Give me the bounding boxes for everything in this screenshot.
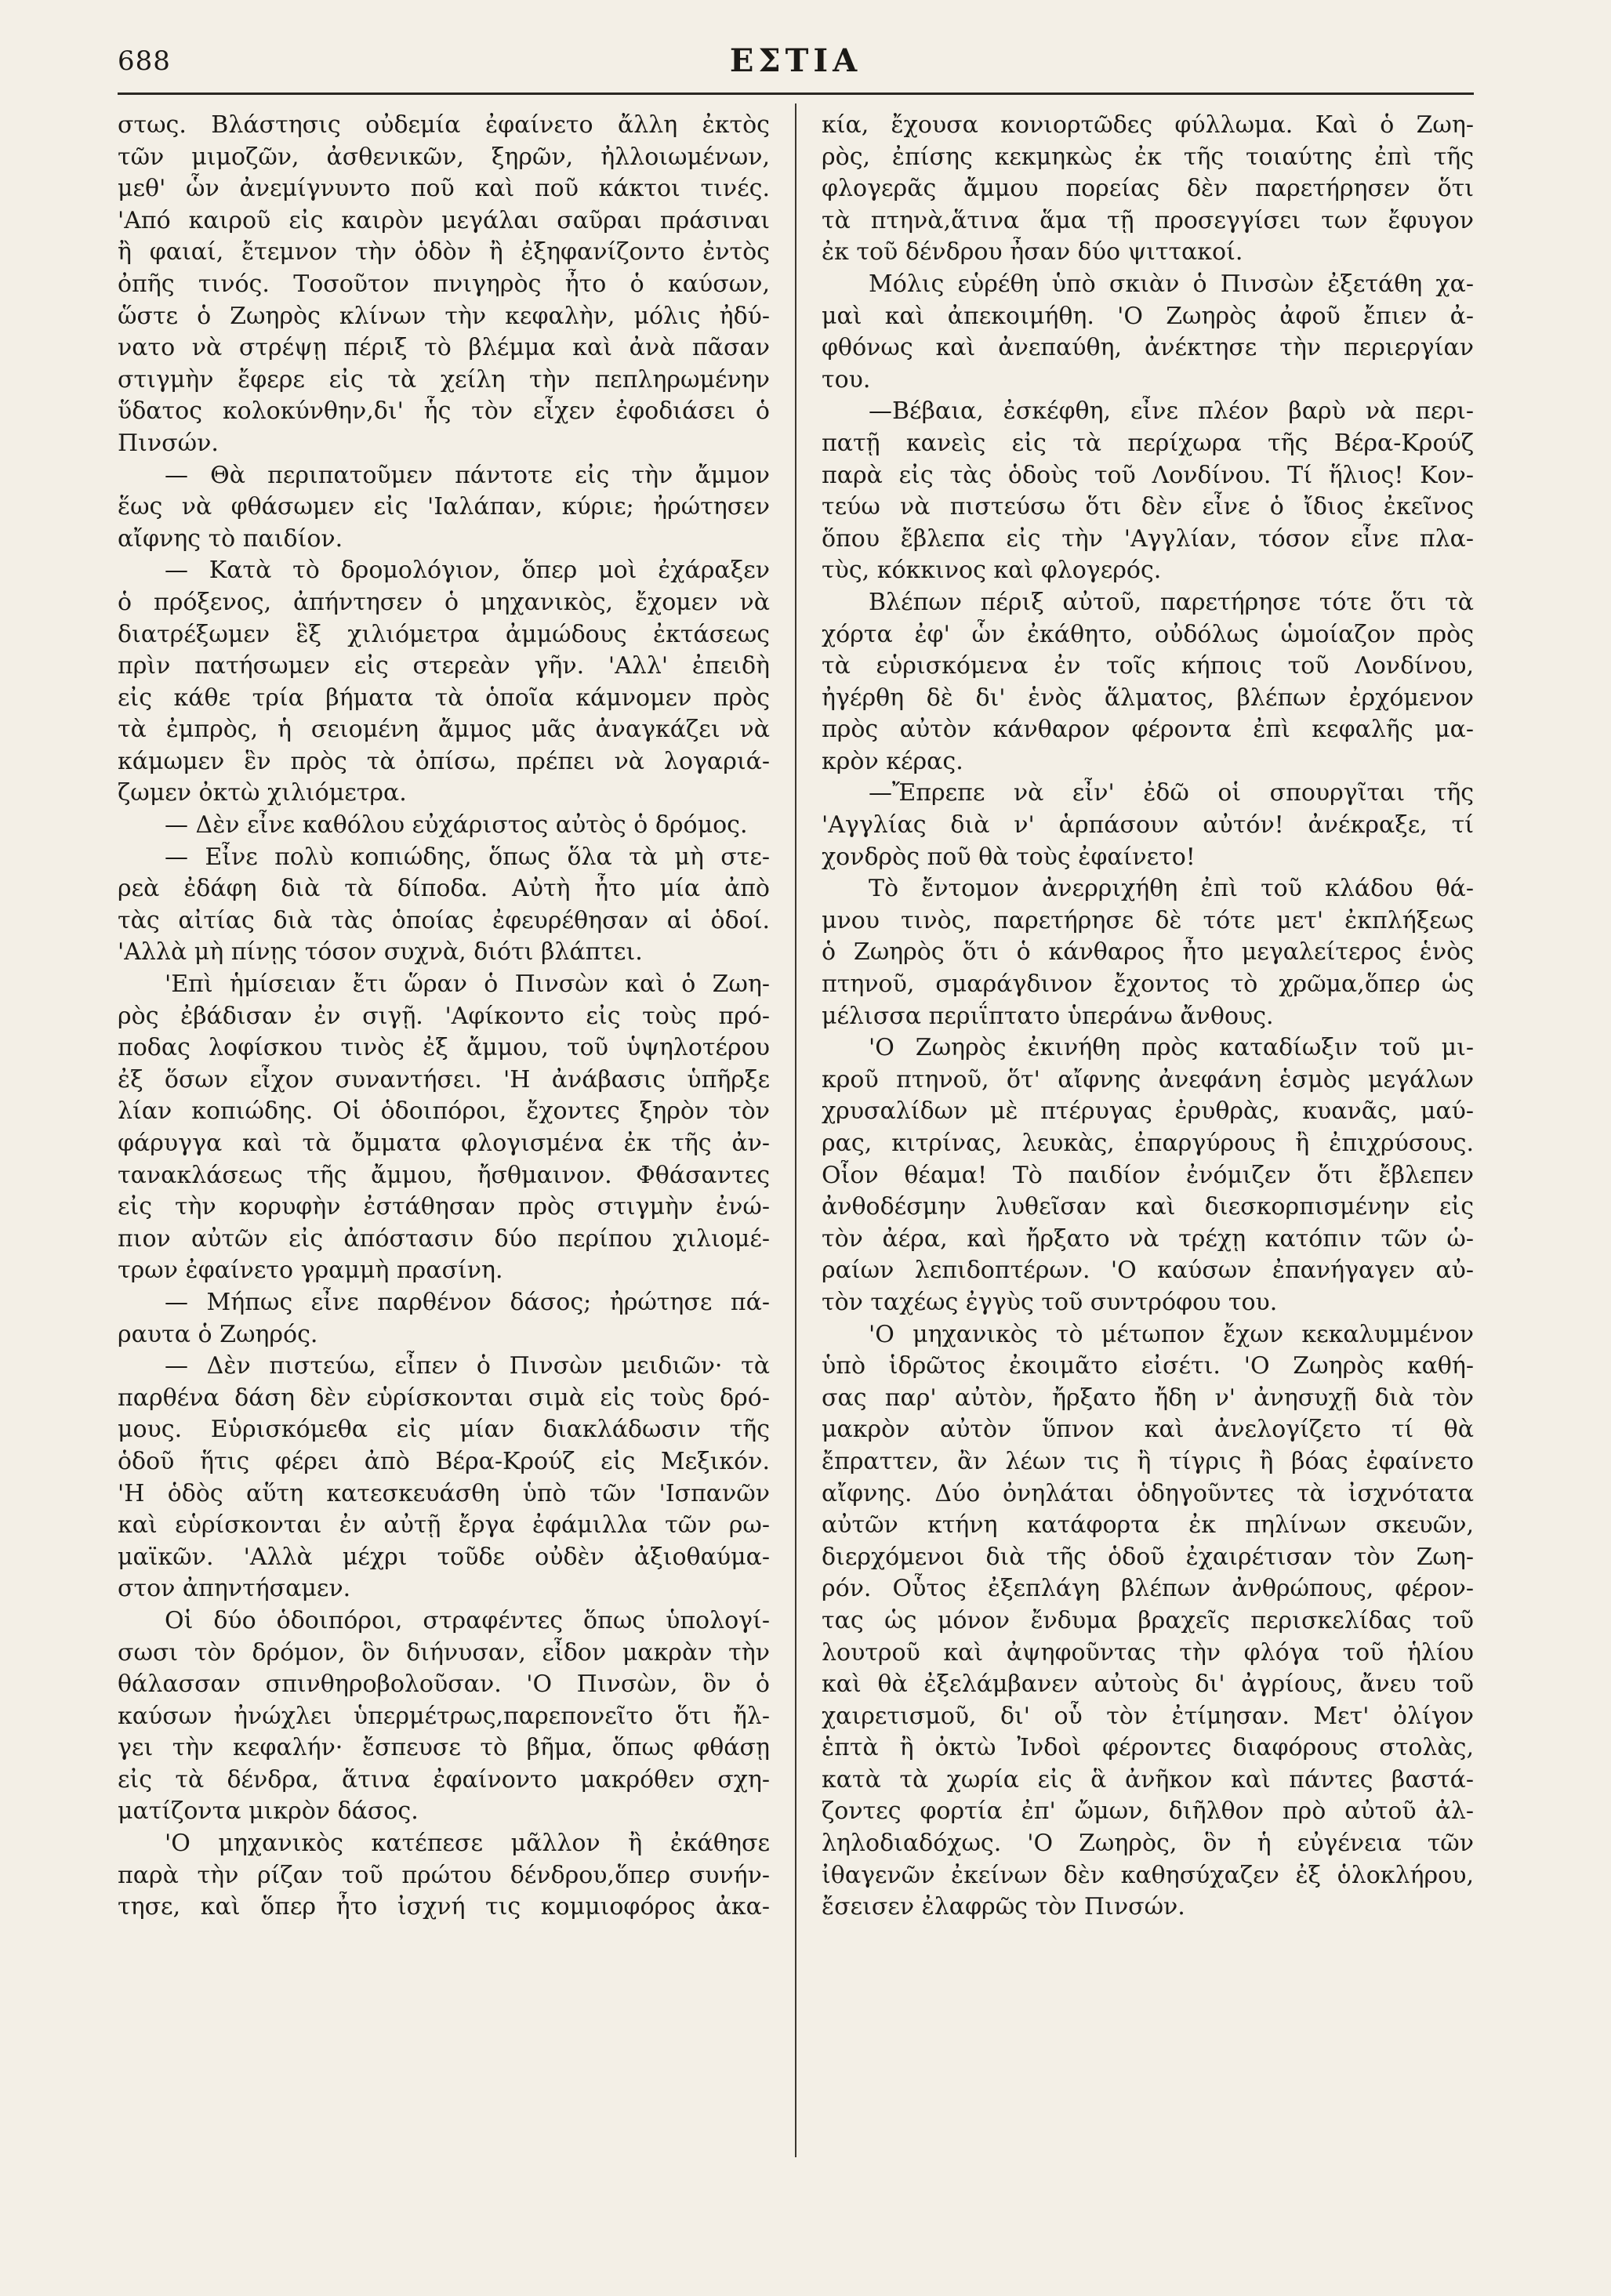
text-line: σας παρ' αὐτὸν, ἤρξατο ἤδη ν' ἀνησυχῇ διὰ τὸν bbox=[822, 1384, 1474, 1412]
text-line: ληλοδιαδόχως. 'Ο Ζωηρὸς, ὃν ἡ εὐγένεια τῶν bbox=[822, 1830, 1474, 1858]
text-line: χονδρὸς ποῦ θὰ τοὺς ἐφαίνετο! bbox=[822, 843, 1196, 871]
text-line: —Ἔπρεπε νὰ εἶν' ἐδῶ οἱ σπουργῖται τῆς bbox=[869, 779, 1474, 807]
text-line: ζωμεν ὀκτὼ χιλιόμετρα. bbox=[118, 779, 407, 807]
text-line: χαιρετισμοῦ, δι' οὗ τὸν ἐτίμησαν. Μετ' ὀλίγον bbox=[822, 1702, 1474, 1730]
text-line: τρων ἐφαίνετο γραμμὴ πρασίνη. bbox=[118, 1257, 503, 1285]
text-line: τὸν ταχέως ἐγγὺς τοῦ συντρόφου του. bbox=[822, 1288, 1278, 1316]
text-line: ὅπου ἔβλεπα εἰς τὴν 'Αγγλίαν, τόσον εἶνε πλα- bbox=[822, 524, 1474, 553]
text-line: μαὶ καὶ ἀπεκοιμήθη. 'Ο Ζωηρὸς ἀφοῦ ἔπιεν ἀ- bbox=[822, 302, 1474, 330]
text-line: κάμωμεν ἓν πρὸς τὰ ὀπίσω, πρέπει νὰ λογαριά- bbox=[118, 747, 770, 775]
running-title: ΕΣΤΙΑ bbox=[729, 42, 862, 79]
text-line: μέλισσα περιΐπτατο ὑπεράνω ἄνθους. bbox=[822, 1002, 1274, 1030]
text-line: ἠγέρθη δὲ δι' ἑνὸς ἅλματος, βλέπων ἐρχόμενον bbox=[822, 684, 1474, 712]
text-line: ρας, κιτρίνας, λευκὰς, ἐπαργύρους ἢ ἐπιχρύσους. bbox=[822, 1130, 1474, 1157]
text-line: 'Από καιροῦ εἰς καιρὸν μεγάλαι σαῦραι πράσιναι bbox=[118, 206, 770, 234]
text-line: — Δὲν εἶνε καθόλου εὐχάριστος αὐτὸς ὁ δρόμος. bbox=[165, 811, 748, 840]
text-line: ρεὰ ἐδάφη διὰ τὰ δίποδα. Αὐτὴ ἦτο μία ἀπὸ bbox=[118, 875, 770, 903]
text-line: νατο νὰ στρέψῃ πέριξ τὸ βλέμμα καὶ ἀνὰ πᾶσαν bbox=[118, 334, 770, 362]
text-line: κροῦ πτηνοῦ, ὅτ' αἴφνης ἀνεφάνη ἑσμὸς μεγάλων bbox=[822, 1065, 1474, 1094]
text-line: τὰς αἰτίας διὰ τὰς ὁποίας ἐφευρέθησαν αἱ ὁδοί. bbox=[118, 906, 770, 934]
text-line: 'Η ὁδὸς αὕτη κατεσκευάσθη ὑπὸ τῶν 'Ισπανῶν bbox=[118, 1479, 770, 1507]
text-line: λουτροῦ καὶ ἀψηφοῦντας τὴν φλόγα τοῦ ἡλίου bbox=[822, 1638, 1474, 1667]
text-line: μους. Εὑρισκόμεθα εἰς μίαν διακλάδωσιν τῆς bbox=[118, 1416, 770, 1444]
text-line: ὁ Ζωηρὸς ὅτι ὁ κάνθαρος ἦτο μεγαλείτερος ἑνὸς bbox=[822, 938, 1474, 967]
text-line: τεύω νὰ πιστεύσω ὅτι δὲν εἶνε ὁ ἴδιος ἐκεῖνος bbox=[822, 493, 1474, 521]
text-line: κρὸν κέρας. bbox=[822, 747, 963, 775]
text-line: 'Αλλὰ μὴ πίνῃς τόσον συχνὰ, διότι βλάπτει. bbox=[118, 938, 643, 967]
header-rule bbox=[118, 92, 1474, 95]
text-line: μνου τινὸς, παρετήρησε δὲ τότε μετ' ἐκπλήξεως bbox=[822, 906, 1474, 934]
column-divider bbox=[795, 103, 796, 2157]
text-line: τὰ ἐμπρὸς, ἡ σειομένη ἄμμος μᾶς ἀναγκάζει νὰ bbox=[118, 716, 770, 744]
text-line: Οἷον θέαμα! Τὸ παιδίον ἐνόμιζεν ὅτι ἔβλεπεν bbox=[822, 1161, 1474, 1189]
text-line: στως. Βλάστησις οὐδεμία ἐφαίνετο ἄλλη ἐκτὸς bbox=[118, 111, 770, 139]
text-line: αὐτῶν κτήνη κατάφορτα ἐκ πηλίνων σκευῶν, bbox=[822, 1511, 1474, 1540]
text-line: — Μήπως εἶνε παρθένον δάσος; ἠρώτησε πά- bbox=[165, 1288, 770, 1316]
text-line: μαϊκῶν. 'Αλλὰ μέχρι τοῦδε οὐδὲν ἀξιοθαύμα- bbox=[118, 1543, 770, 1571]
text-line: θάλασσαν σπινθηροβολοῦσαν. 'Ο Πινσὼν, ὃν ὁ bbox=[118, 1670, 770, 1699]
text-line: κία, ἔχουσα κονιορτῶδες φύλλωμα. Καὶ ὁ Ζωη- bbox=[822, 111, 1474, 139]
text-line: — Κατὰ τὸ δρομολόγιον, ὅπερ μοὶ ἐχάραξεν bbox=[165, 557, 770, 585]
text-line: γει τὴν κεφαλήν· ἔσπευσε τὸ βῆμα, ὅπως φθάσῃ bbox=[118, 1734, 770, 1762]
text-line: ρόν. Οὗτος ἐξεπλάγη βλέπων ἀνθρώπους, φέρον- bbox=[822, 1575, 1474, 1603]
text-line: πιον αὐτῶν εἰς ἀπόστασιν δύο περίπου χιλιομέ- bbox=[118, 1224, 770, 1253]
text-line: ἔσεισεν ἐλαφρῶς τὸν Πινσών. bbox=[822, 1893, 1185, 1921]
text-line: ραυτα ὁ Ζωηρός. bbox=[118, 1320, 318, 1348]
text-line: ζοντες φορτία ἐπ' ὤμων, διῆλθον πρὸ αὐτοῦ ἀλ- bbox=[822, 1797, 1474, 1826]
text-line: 'Αγγλίας διὰ ν' ἁρπάσουν αὐτόν! ἀνέκραξε, τί bbox=[822, 811, 1474, 840]
text-line: διερχόμενοι διὰ τῆς ὁδοῦ ἐχαιρέτισαν τὸν Ζωη- bbox=[822, 1543, 1474, 1571]
text-line: εἰς κάθε τρία βήματα τὰ ὁποῖα κάμνομεν πρὸς bbox=[118, 684, 770, 712]
text-line: φλογερᾶς ἄμμου πορείας δὲν παρετήρησεν ὅτι bbox=[822, 175, 1474, 203]
text-line: μεθ' ὧν ἀνεμίγνυντο ποῦ καὶ ποῦ κάκτοι τινές. bbox=[118, 175, 770, 203]
text-line: ἰθαγενῶν ἐκείνων δὲν καθησύχαζεν ἐξ ὁλοκλήρου, bbox=[822, 1861, 1474, 1889]
text-line: Τὸ ἔντομον ἀνερριχήθη ἐπὶ τοῦ κλάδου θά- bbox=[869, 875, 1474, 903]
text-line: — Δὲν πιστεύω, εἶπεν ὁ Πινσὼν μειδιῶν· τὰ bbox=[165, 1352, 770, 1380]
text-line: ὁδοῦ ἥτις φέρει ἀπὸ Βέρα-Κρούζ εἰς Μεξικόν. bbox=[118, 1447, 770, 1475]
text-line: καὶ εὑρίσκονται ἐν αὐτῇ ἔργα ἐφάμιλλα τῶν ρω- bbox=[118, 1511, 770, 1540]
text-line: ὥστε ὁ Ζωηρὸς κλίνων τὴν κεφαλὴν, μόλις ἠδύ- bbox=[118, 302, 770, 330]
text-line: τὺς, κόκκινος καὶ φλογερός. bbox=[822, 557, 1162, 585]
text-line: αἴφνης τὸ παιδίον. bbox=[118, 524, 343, 553]
text-line: ἐκ τοῦ δένδρου ἦσαν δύο ψιττακοί. bbox=[822, 238, 1243, 267]
text-line: ὑπὸ ἱδρῶτος ἐκοιμᾶτο εἰσέτι. 'Ο Ζωηρὸς καθή- bbox=[822, 1352, 1474, 1380]
text-line: ὕδατος κολοκύνθην,δι' ἧς τὸν εἶχεν ἐφοδιάσει ὁ bbox=[118, 397, 770, 426]
text-line: ἔπραττεν, ἂν λέων τις ἢ τίγρις ἢ βόας ἐφαίνετο bbox=[822, 1447, 1474, 1475]
text-line: καὶ θὰ ἐξελάμβανεν αὐτοὺς δι' ἀγρίους, ἄνευ τοῦ bbox=[822, 1670, 1474, 1699]
text-line: ρὸς, ἐπίσης κεκμηκὼς ἐκ τῆς τοιαύτης ἐπὶ τῆς bbox=[822, 143, 1474, 171]
text-line: παρὰ τὴν ρίζαν τοῦ πρώτου δένδρου,ὅπερ συνήν- bbox=[118, 1861, 770, 1889]
text-column-right bbox=[822, 110, 1474, 1924]
text-line: φθόνως καὶ ἀνεπαύθη, ἀνέκτησε τὴν περιεργίαν bbox=[822, 334, 1474, 362]
text-line: Μόλις εὑρέθη ὑπὸ σκιὰν ὁ Πινσὼν ἐξετάθη χα- bbox=[869, 270, 1474, 298]
page-number: 688 bbox=[118, 45, 171, 77]
text-line: παρὰ εἰς τὰς ὁδοὺς τοῦ Λονδίνου. Τί ἥλιος! Κον- bbox=[822, 461, 1474, 489]
text-line: ἐξ ὅσων εἶχον συναντήσει. 'Η ἀνάβασις ὑπῆρξε bbox=[118, 1065, 770, 1094]
text-line: τας ὡς μόνον ἔνδυμα βραχεῖς περισκελίδας τοῦ bbox=[822, 1606, 1474, 1634]
text-line: 'Επὶ ἡμίσειαν ἔτι ὥραν ὁ Πινσὼν καὶ ὁ Ζωη- bbox=[165, 970, 770, 999]
text-line: του. bbox=[822, 365, 871, 394]
text-line: φάρυγγα καὶ τὰ ὄμματα φλογισμένα ἐκ τῆς ἀν- bbox=[118, 1130, 770, 1157]
page-header bbox=[118, 38, 1474, 92]
text-line: ὁ πρόξενος, ἀπήντησεν ὁ μηχανικὸς, ἔχομεν νὰ bbox=[118, 588, 770, 616]
text-line: 'Ο Ζωηρὸς ἐκινήθη πρὸς καταδίωξιν τοῦ μι- bbox=[869, 1034, 1474, 1062]
text-line: Βλέπων πέριξ αὐτοῦ, παρετήρησε τότε ὅτι τὰ bbox=[869, 588, 1474, 616]
text-line: λίαν κοπιώδης. Οἱ ὁδοιπόροι, ἔχοντες ξηρὸν τὸν bbox=[118, 1097, 770, 1126]
text-line: ὀπῆς τινός. Τοσοῦτον πνιγηρὸς ἦτο ὁ καύσων, bbox=[118, 270, 770, 298]
text-line: τῶν μιμοζῶν, ἀσθενικῶν, ξηρῶν, ἠλλοιωμένων, bbox=[118, 143, 770, 171]
text-line: στιγμὴν ἔφερε εἰς τὰ χείλη τὴν πεπληρωμένην bbox=[118, 365, 770, 394]
text-line: διατρέξωμεν ἓξ χιλιόμετρα ἀμμώδους ἐκτάσεως bbox=[118, 620, 770, 648]
text-line: παρθένα δάση δὲν εὑρίσκονται σιμὰ εἰς τοὺς δρό- bbox=[118, 1384, 770, 1412]
text-line: 'Ο μηχανικὸς κατέπεσε μᾶλλον ἢ ἐκάθησε bbox=[165, 1830, 770, 1858]
text-line: εἰς τὰ δένδρα, ἅτινα ἐφαίνοντο μακρόθεν σχη- bbox=[118, 1765, 770, 1794]
text-line: πατῇ κανεὶς εἰς τὰ περίχωρα τῆς Βέρα-Κρούζ bbox=[822, 429, 1474, 457]
text-line: χρυσαλίδων μὲ πτέρυγας ἐρυθρὰς, κυανᾶς, μαύ- bbox=[822, 1097, 1474, 1126]
text-line: ἕως νὰ φθάσωμεν εἰς 'Ιαλάπαν, κύριε; ἠρώτησεν bbox=[118, 493, 770, 521]
text-line: ποδας λοφίσκου τινὸς ἐξ ἄμμου, τοῦ ὑψηλοτέρου bbox=[118, 1034, 770, 1062]
text-line: ραίων λεπιδοπτέρων. 'Ο καύσων ἐπανήγαγεν αὐ- bbox=[822, 1257, 1474, 1285]
text-line: στον ἀπηντήσαμεν. bbox=[118, 1575, 351, 1603]
text-line: 'Ο μηχανικὸς τὸ μέτωπον ἔχων κεκαλυμμένον bbox=[869, 1320, 1474, 1348]
text-line: Οἱ δύο ὁδοιπόροι, στραφέντες ὅπως ὑπολογί- bbox=[165, 1606, 770, 1634]
text-line: τανακλάσεως τῆς ἄμμου, ἤσθμαινον. Φθάσαντες bbox=[118, 1161, 770, 1189]
text-line: ἢ φαιαί, ἔτεμνον τὴν ὁδὸν ἢ ἐξηφανίζοντο ἐντὸς bbox=[118, 238, 770, 267]
text-column-left bbox=[118, 110, 770, 1924]
text-line: —Βέβαια, ἐσκέφθη, εἶνε πλέον βαρὺ νὰ περι- bbox=[869, 397, 1474, 426]
text-line: αἴφνης. Δύο ὀνηλάται ὁδηγοῦντες τὰ ἰσχνότατα bbox=[822, 1479, 1474, 1507]
text-line: σωσι τὸν δρόμον, ὃν διήνυσαν, εἶδον μακρὰν τὴν bbox=[118, 1638, 770, 1667]
text-line: πρὸς αὐτὸν κάνθαρον φέροντα ἐπὶ κεφαλῆς μα- bbox=[822, 716, 1474, 744]
text-line: ματίζοντα μικρὸν δάσος. bbox=[118, 1797, 419, 1826]
text-line: τὰ εὑρισκόμενα ἐν τοῖς κήποις τοῦ Λονδίνου, bbox=[822, 652, 1474, 680]
text-line: πτηνοῦ, σμαράγδινον ἔχοντος τὸ χρῶμα,ὅπερ ὡς bbox=[822, 970, 1474, 999]
text-line: χόρτα ἐφ' ὧν ἐκάθητο, οὐδόλως ὡμοίαζον πρὸς bbox=[822, 620, 1474, 648]
text-line: τὰ πτηνὰ,ἅτινα ἅμα τῇ προσεγγίσει των ἔφυγον bbox=[822, 206, 1474, 234]
text-line: ἑπτὰ ἢ ὀκτὼ Ἰνδοὶ φέροντες διαφόρους στολὰς, bbox=[822, 1734, 1474, 1762]
text-line: τὸν ἀέρα, καὶ ἤρξατο νὰ τρέχῃ κατόπιν τῶν ὡ- bbox=[822, 1224, 1474, 1253]
text-line: — Θὰ περιπατοῦμεν πάντοτε εἰς τὴν ἄμμον bbox=[165, 461, 770, 489]
text-line: μακρὸν αὐτὸν ὕπνον καὶ ἀνελογίζετο τί θὰ bbox=[822, 1416, 1474, 1444]
text-line: εἰς τὴν κορυφὴν ἐστάθησαν πρὸς στιγμὴν ἐνώ- bbox=[118, 1193, 770, 1221]
text-line: καύσων ἠνώχλει ὑπερμέτρως,παρεπονεῖτο ὅτι ἤλ- bbox=[118, 1702, 770, 1730]
text-line: τησε, καὶ ὅπερ ἦτο ἰσχνή τις κομμιοφόρος ἀκα- bbox=[118, 1893, 770, 1921]
text-line: κατὰ τὰ χωρία εἰς ἃ ἀνῆκον καὶ πάντες βαστά- bbox=[822, 1765, 1474, 1794]
text-line: — Εἶνε πολὺ κοπιώδης, ὅπως ὅλα τὰ μὴ στε- bbox=[165, 843, 770, 871]
text-line: ἀνθοδέσμην λυθεῖσαν καὶ διεσκορπισμένην εἰς bbox=[822, 1193, 1474, 1221]
text-line: πρὶν πατήσωμεν εἰς στερεὰν γῆν. 'Αλλ' ἐπειδὴ bbox=[118, 652, 770, 680]
text-line: ρὸς ἐβάδισαν ἐν σιγῇ. 'Αφίκοντο εἰς τοὺς πρό- bbox=[118, 1002, 770, 1030]
text-line: Πινσών. bbox=[118, 429, 219, 457]
